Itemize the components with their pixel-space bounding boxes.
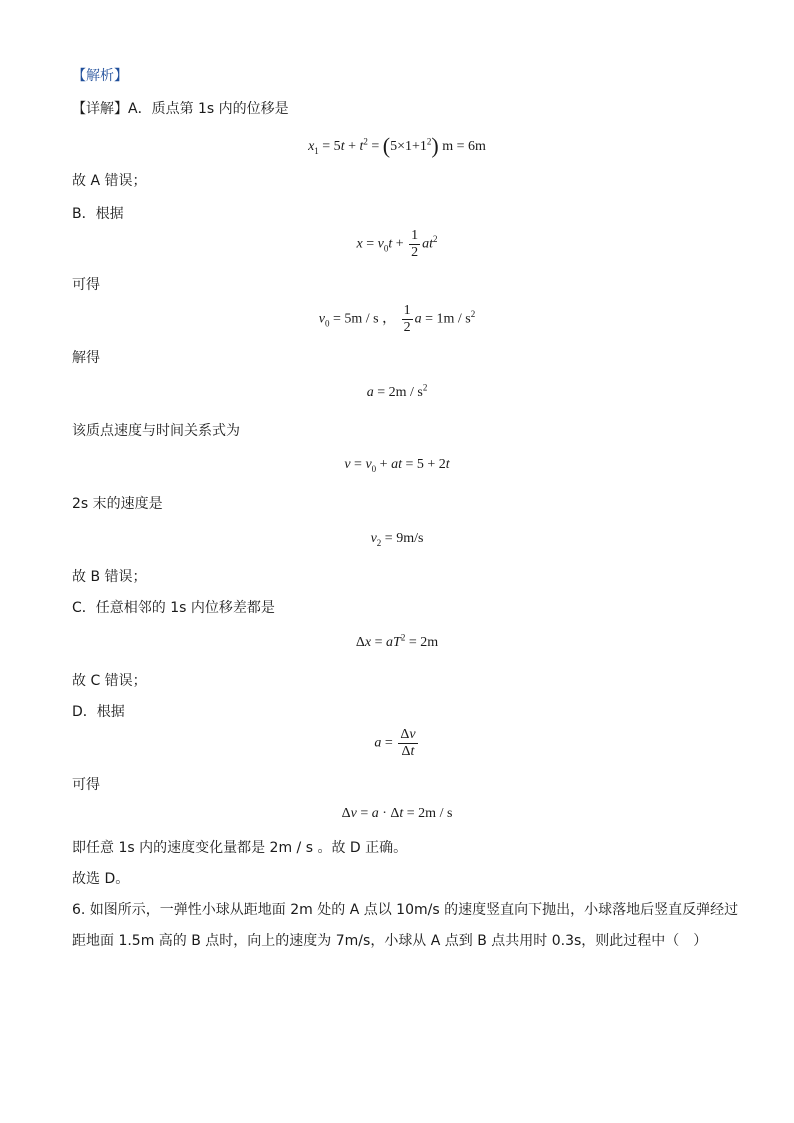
section-label: 【解析】 xyxy=(72,68,128,84)
equation-delta-x: $\Delta x = aT^2 = 2m$ xyxy=(355,632,439,650)
question-6-line-2: 距地面 1.5m 高的 B 点时，向上的速度为 7m/s，小球从 A 点到 B 点共用时 0.3s，则此过程中（ ） xyxy=(72,933,708,949)
detail-prefix: 【详解】 xyxy=(72,101,128,117)
answer: 故选 D。 xyxy=(72,871,130,887)
b-relation: 该质点速度与时间关系式为 xyxy=(72,423,240,439)
equation-velocity-time: $v = v_0$ + at = 5 + 2t xyxy=(344,457,450,474)
equation-delta-v: Δv = a · Δt = 2m / s xyxy=(341,806,453,821)
equation-v0-a: $v_0 = 5m / s$ ， $\frac{1}{2}$ $a = 1m / s^2$ xyxy=(318,303,476,335)
equation-a-definition: a = $\frac{\Delta v}{\Delta t}$ xyxy=(374,727,416,759)
d-derive: 可得 xyxy=(72,777,100,793)
detail-a-intro xyxy=(72,100,289,118)
equation-v2: $v_2 = 9m/s$ xyxy=(370,531,424,548)
b-intro: B．根据 xyxy=(72,206,124,222)
b-solve: 解得 xyxy=(72,350,100,366)
c-intro: C．任意相邻的 1s 内位移差都是 xyxy=(72,600,275,616)
b-conclusion: 故 B 错误； xyxy=(72,569,147,585)
d-intro: D．根据 xyxy=(72,704,125,720)
equation-acceleration: $a = 2m / s^2$ xyxy=(366,382,428,400)
d-statement: 即任意 1s 内的速度变化量都是 2m / s 。故 D 正确。 xyxy=(72,840,408,856)
question-6-line-1: 6. 如图所示，一弹性小球从距地面 2m 处的 A 点以 10m/s 的速度竖直向下抛出，小球落地后竖直反弹经过 xyxy=(72,902,739,918)
equation-displacement-1s: $x_1 = 5t + t^2 = (5\times 1+1^2) m = 6m$ xyxy=(308,133,486,158)
a-intro-text: A．质点第 1s 内的位移是 xyxy=(128,101,289,117)
a-conclusion: 故 A 错误； xyxy=(72,173,147,189)
equation-kinematics: $x = v_0t$ + $\frac{1}{2}$ $at^2$ xyxy=(356,228,438,260)
c-conclusion: 故 C 错误； xyxy=(72,673,147,689)
b-speed: 2s 末的速度是 xyxy=(72,496,163,512)
b-derive: 可得 xyxy=(72,277,100,293)
